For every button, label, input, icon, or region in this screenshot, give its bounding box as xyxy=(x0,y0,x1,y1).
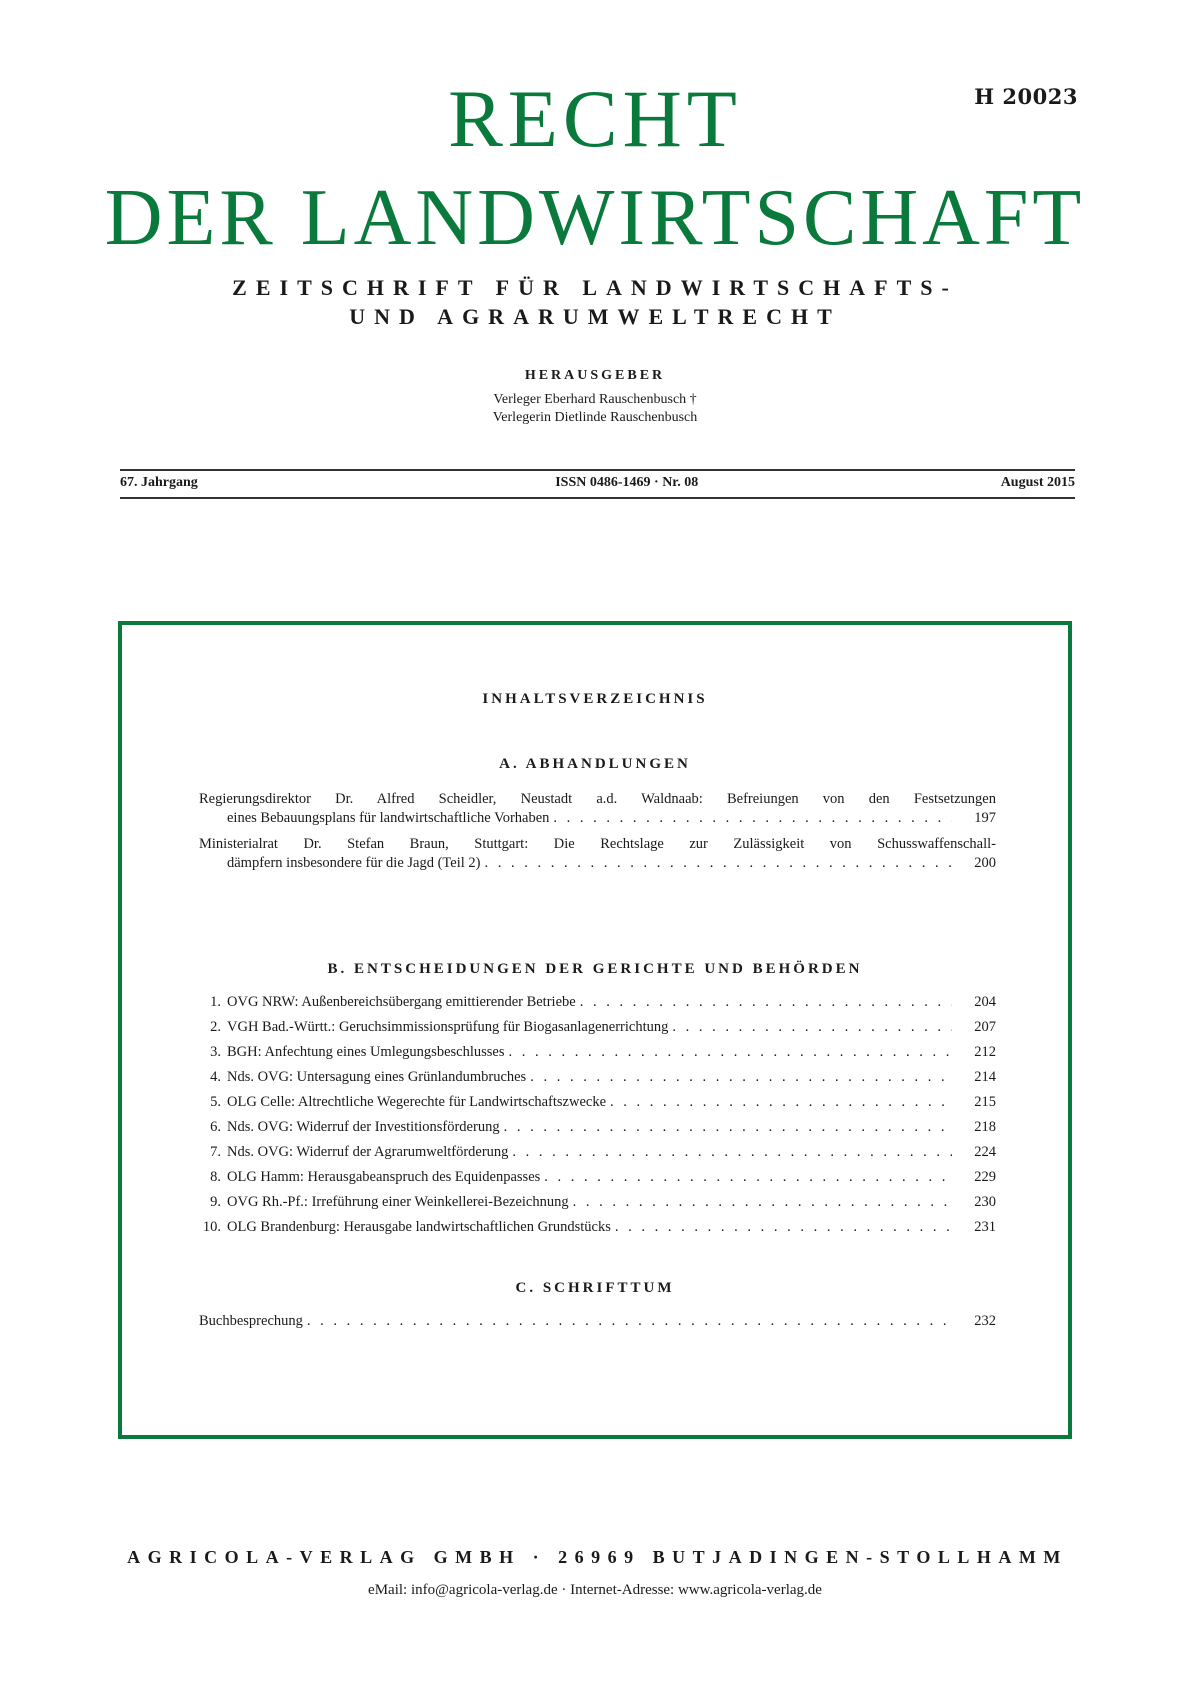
toc-entry-text: OLG Hamm: Herausgabeanspruch des Equidenpasses xyxy=(227,1169,541,1185)
page-number: 204 xyxy=(974,994,996,1010)
issue-info-bar xyxy=(120,475,1075,491)
entry-number: 9. xyxy=(210,1194,221,1210)
entry-number: 1. xyxy=(210,994,221,1010)
entry-number: 10. xyxy=(202,1219,221,1235)
toc-entry[interactable] xyxy=(199,1069,996,1086)
page-number: 230 xyxy=(974,1194,996,1210)
journal-subtitle-line1: ZEITSCHRIFT FÜR LANDWIRTSCHAFTS- xyxy=(232,275,958,300)
toc-entry-text: Nds. OVG: Untersagung eines Grünlandumbruches xyxy=(227,1069,527,1085)
toc-entry[interactable] xyxy=(199,1144,996,1161)
leader-dots xyxy=(580,994,952,1011)
page-number: 212 xyxy=(974,1044,996,1060)
section-b-heading: B. ENTSCHEIDUNGEN DER GERICHTE UND BEHÖRDEN xyxy=(327,961,863,977)
publishers-label: HERAUSGEBER xyxy=(524,368,666,383)
bottom-rule xyxy=(120,497,1075,499)
page-number: 218 xyxy=(974,1119,996,1135)
publisher-line-2: Verlegerin Dietlinde Rauschenbusch xyxy=(492,410,698,425)
page-number: 197 xyxy=(974,810,996,826)
journal-title-line2: DER LANDWIRTSCHAFT xyxy=(104,174,1086,262)
volume: 67. Jahrgang xyxy=(120,475,198,490)
page-number: 215 xyxy=(974,1094,996,1110)
entry-number: 4. xyxy=(210,1069,221,1085)
issn-number: ISSN 0486-1469 · Nr. 08 xyxy=(555,475,699,490)
page-number: 229 xyxy=(974,1169,996,1185)
publisher-contact: eMail: info@agricola-verlag.de · Internet-Adresse: www.agricola-verlag.de xyxy=(368,1582,822,1598)
toc-entry-text: Buchbesprechung xyxy=(199,1313,303,1329)
section-c-heading: C. SCHRIFTTUM xyxy=(515,1280,675,1296)
page-number: 200 xyxy=(974,855,996,871)
leader-dots xyxy=(504,1119,952,1136)
toc-entry-line2: eines Bebauungsplans für landwirtschaftliche Vorhaben xyxy=(227,810,550,826)
toc-title: INHALTSVERZEICHNIS xyxy=(482,691,708,707)
top-rule xyxy=(120,469,1075,471)
toc-entry-text: BGH: Anfechtung eines Umlegungsbeschlusses xyxy=(227,1044,505,1060)
leader-dots xyxy=(512,1144,952,1161)
toc-entry-text: OLG Celle: Altrechtliche Wegerechte für Landwirtschaftszwecke xyxy=(227,1094,607,1110)
leader-dots xyxy=(615,1219,952,1236)
toc-entry[interactable] xyxy=(199,1044,996,1061)
entry-number: 7. xyxy=(210,1144,221,1160)
page-number: 231 xyxy=(974,1219,996,1235)
entry-number: 6. xyxy=(210,1119,221,1135)
publisher-line-1: Verleger Eberhard Rauschenbusch † xyxy=(493,392,697,407)
toc-entry-line1: Regierungsdirektor Dr. Alfred Scheidler, Neustadt a.d. Waldnaab: Befreiungen von den Festsetzungen xyxy=(199,791,996,807)
toc-entry[interactable] xyxy=(199,1094,996,1111)
journal-title-line1: RECHT xyxy=(448,73,742,164)
leader-dots xyxy=(610,1094,952,1111)
toc-entry-text: OLG Brandenburg: Herausgabe landwirtschaftlichen Grundstücks xyxy=(227,1219,611,1235)
toc-entry-text: Nds. OVG: Widerruf der Agrarumweltförderung xyxy=(227,1144,509,1160)
toc-entry[interactable] xyxy=(199,835,996,873)
leader-dots xyxy=(672,1019,952,1036)
toc-entry[interactable] xyxy=(199,1194,996,1211)
leader-dots xyxy=(544,1169,952,1186)
toc-entry-text: VGH Bad.-Württ.: Geruchsimmissionsprüfung für Biogasanlagenerrichtung xyxy=(227,1019,669,1035)
toc-entry[interactable] xyxy=(199,1019,996,1036)
page-number: 214 xyxy=(974,1069,996,1085)
entry-number: 3. xyxy=(210,1044,221,1060)
leader-dots xyxy=(573,1194,952,1211)
publisher-address: AGRICOLA-VERLAG GMBH · 26969 BUTJADINGEN-STOLLHAMM xyxy=(127,1547,1068,1567)
page-number: 224 xyxy=(974,1144,996,1160)
entry-number: 8. xyxy=(210,1169,221,1185)
entry-number: 2. xyxy=(210,1019,221,1035)
leader-dots xyxy=(484,854,952,873)
toc-entry[interactable] xyxy=(199,790,996,828)
leader-dots xyxy=(307,1313,952,1330)
issue-date: August 2015 xyxy=(1000,475,1075,490)
toc-entry-line2: dämpfern insbesondere für die Jagd (Teil 2) xyxy=(227,855,481,871)
toc-entry-text: OVG Rh.-Pf.: Irreführung einer Weinkellerei-Bezeichnung xyxy=(227,1194,569,1210)
entry-number: 5. xyxy=(210,1094,221,1110)
toc-entry[interactable] xyxy=(199,1313,996,1330)
toc-entry-text: Nds. OVG: Widerruf der Investitionsförderung xyxy=(227,1119,500,1135)
section-a-heading: A. ABHANDLUNGEN xyxy=(499,756,691,772)
table-of-contents xyxy=(118,621,1072,1439)
journal-subtitle-line2: UND AGRARUMWELTRECHT xyxy=(349,304,841,329)
toc-entry-text: OVG NRW: Außenbereichsübergang emittierender Betriebe xyxy=(227,994,576,1010)
toc-entry[interactable] xyxy=(199,1219,996,1236)
leader-dots xyxy=(530,1069,952,1086)
toc-entry[interactable] xyxy=(199,994,996,1011)
toc-entry[interactable] xyxy=(199,1119,996,1136)
leader-dots xyxy=(508,1044,952,1061)
leader-dots xyxy=(553,809,952,828)
toc-entry[interactable] xyxy=(199,1169,996,1186)
page-number: 232 xyxy=(974,1313,996,1329)
page-number: 207 xyxy=(974,1019,996,1035)
issue-code: H 20023 xyxy=(974,84,1078,109)
toc-entry-line1: Ministerialrat Dr. Stefan Braun, Stuttgart: Die Rechtslage zur Zulässigkeit von Schusswaffenschall- xyxy=(199,836,996,852)
